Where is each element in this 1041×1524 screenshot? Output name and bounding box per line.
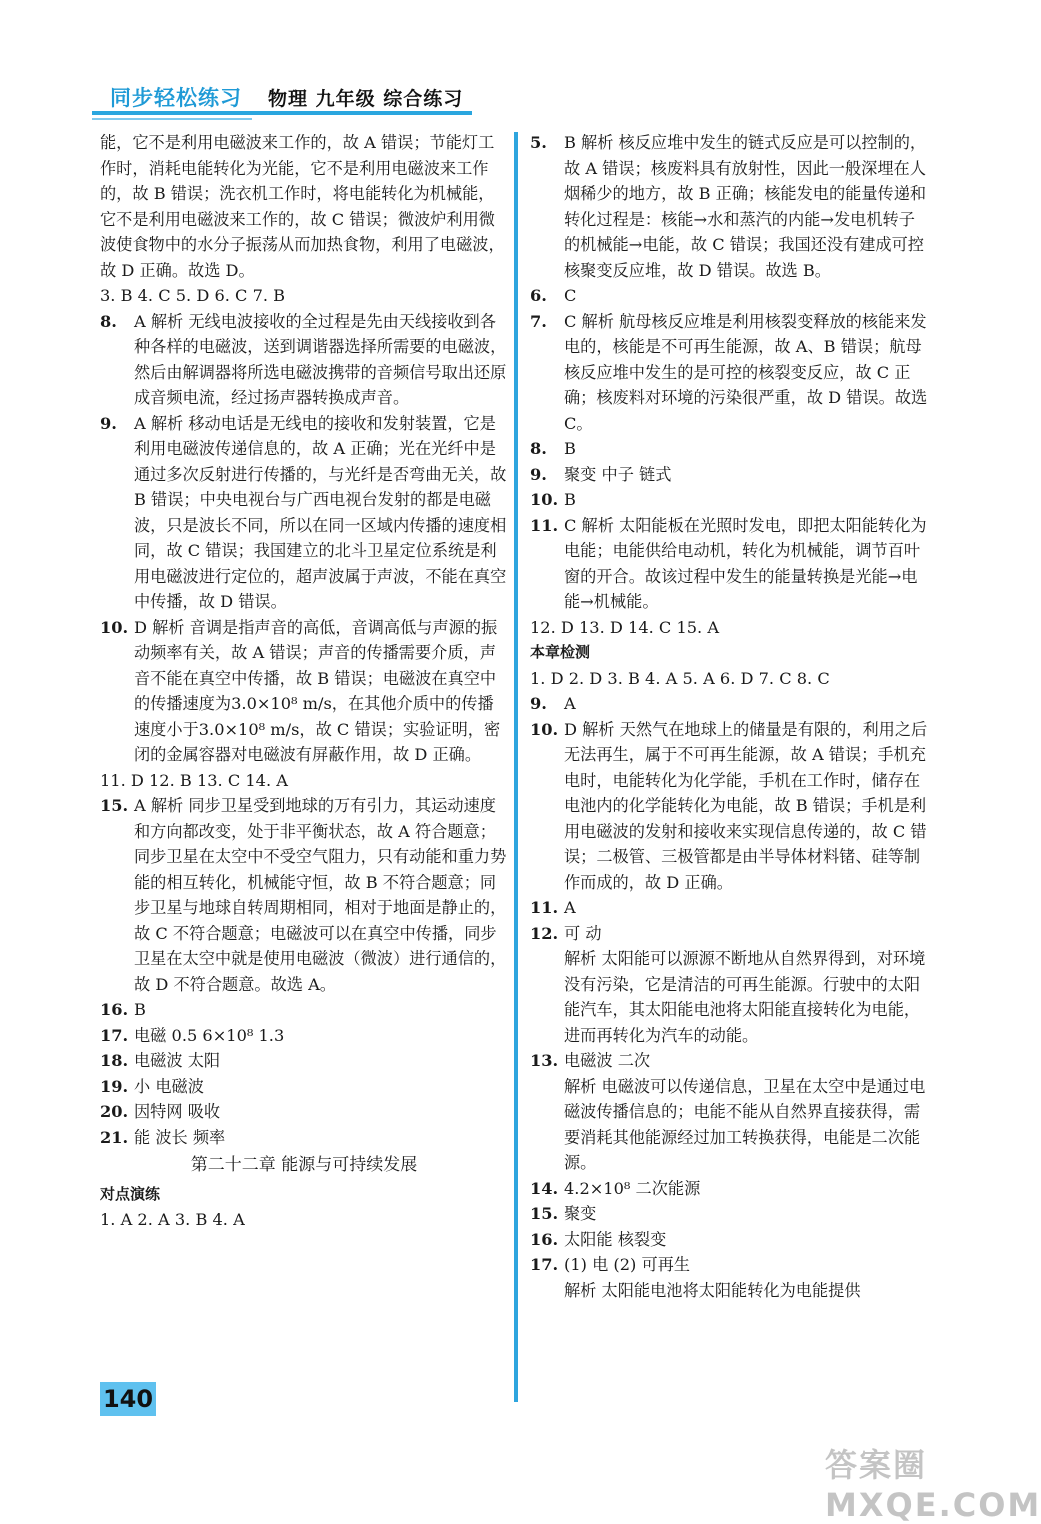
subject-title: 物理 九年级 综合练习	[268, 88, 464, 110]
answer-entry: 5. B 解析 核反应堆中发生的链式反应是可以控制的，故 A 错误；核废料具有放射性，因此一般深埋在人烟稀少的地方，故 B 正确；核能发电的能量传递和转化过程是：核能→水和蒸汽的内能→发电机转子的机械能→电能，故 C 错误；我国还没有建成可控核聚变反应堆，故 D 错误。故选 B。	[530, 133, 927, 280]
answer-entry: 12. 可 动	[530, 923, 602, 943]
left-column	[100, 130, 508, 1233]
answer-entry: 16. B	[100, 1000, 146, 1019]
page-number: 140	[100, 1382, 156, 1416]
answer-entry: 12. D 13. D 14. C 15. A	[530, 617, 720, 637]
answer-entry: 17. 电磁 0.5 6×10⁸ 1.3	[100, 1025, 285, 1045]
answer-entry: 10. D 解析 天然气在地球上的储量是有限的，利用之后无法再生，属于不可再生能源，故 A 错误；手机充电时，电能转化为化学能，手机在工作时，储存在电池内的化学能转化为电能，故 B 错误；手机是利用电磁波的发射和接收来实现信息传递的，故 C 错误；二极管、三极管都是由半导体材料锗、硅等制作而成的，故 D 正确。	[530, 719, 928, 892]
answer-entry: 10. B	[530, 490, 576, 509]
answer-entry: 15. A 解析 同步卫星受到地球的万有引力，其运动速度和方向都改变，处于非平衡状态，故 A 符合题意；同步卫星在太空中不受空气阻力，只有动能和重力势能的相互转化，机械能守恒，故 B 不符合题意；同步卫星与地球自转周期相同，相对于地面是静止的，故 C 不符合题意；电磁波可以在真空中传播，同步卫星在太空中就是使用电磁波（微波）进行通信的，故 D 不符合题意。故选 A。	[100, 796, 507, 994]
series-title: 同步轻松练习	[110, 86, 242, 110]
answer-entry: 9. A 解析 移动电话是无线电的接收和发射装置，它是利用电磁波传递信息的，故 A 正确；光在光纤中是通过多次反射进行传播的，与光纤是否弯曲无关，故 B 错误；中央电视台与广西电视台发射的都是电磁波，只是波长不同，所以在同一区域内传播的速度相同，故 C 错误；我国建立的北斗卫星定位系统是利用电磁波进行定位的，超声波属于声波，不能在真空中传播，故 D 错误。	[100, 413, 507, 611]
answer-entry: 16. 太阳能 核裂变	[530, 1229, 667, 1249]
answer-entry: 解析 电磁波可以传递信息，卫星在太空中是通过电磁波传播信息的；电能不能从自然界直接获得，需要消耗其他能源经过加工转换获得，电能是二次能源。	[564, 1076, 926, 1172]
answer-entry: 8. B	[530, 439, 576, 458]
answer-entry: 7. C 解析 航母核反应堆是利用核裂变释放的核能来发电的，核能是不可再生能源，故 A、B 错误；航母核反应堆中发生的是可控的核裂变反应，故 C 正确；核废料对环境的污染很严重，故 D 错误。故选 C。	[530, 311, 928, 433]
section-heading: 对点演练	[100, 1184, 161, 1203]
section-heading: 本章检测	[530, 643, 591, 661]
answer-entry: 11. A	[530, 898, 576, 917]
answer-entry: 解析 太阳能可以源源不断地从自然界得到，对环境没有污染，它是清洁的可再生能源。行驶中的太阳能汽车，其太阳能电池将太阳能直接转化为电能，进而再转化为汽车的动能。	[564, 949, 926, 1045]
header-rule	[92, 111, 472, 115]
answer-entry: 1. A 2. A 3. B 4. A	[100, 1210, 245, 1229]
answer-entry: 11. D 12. B 13. C 14. A	[100, 770, 288, 790]
page-header	[0, 0, 1000, 130]
answer-entry: 21. 能 波长 频率	[100, 1127, 226, 1147]
right-column	[530, 130, 930, 1303]
watermark: 答案圈 MXQE.COM	[825, 1446, 1041, 1524]
chapter-heading: 第二十二章 能源与可持续发展	[190, 1155, 418, 1175]
answer-entry: 20. 因特网 吸收	[100, 1102, 221, 1121]
answer-entry: 14. 4.2×10⁸ 二次能源	[530, 1178, 701, 1198]
answer-entry: 1. D 2. D 3. B 4. A 5. A 6. D 7. C 8. C	[530, 668, 830, 688]
header-rule-thin	[92, 118, 252, 120]
answer-entry: 6. C	[530, 286, 577, 305]
answer-entry: 17. (1) 电 (2) 可再生	[530, 1255, 691, 1274]
answer-entry: 能，它不是利用电磁波来工作的，故 A 错误；节能灯工作时，消耗电能转化为光能，它不是利用电磁波来工作的，故 B 错误；洗衣机工作时，将电能转化为机械能，它不是利用电磁波来工作的，故 C 错误；微波炉利用微波使食物中的水分子振荡从而加热食物，利用了电磁波，故 D 正确。故选 D。	[100, 133, 505, 280]
answer-entry: 9. 聚变 中子 链式	[530, 464, 672, 484]
answer-entry: 解析 太阳能电池将太阳能转化为电能提供	[564, 1280, 861, 1300]
column-divider	[514, 132, 518, 1402]
answer-entry: 18. 电磁波 太阳	[100, 1051, 221, 1070]
answer-entry: 19. 小 电磁波	[100, 1076, 204, 1096]
answer-entry: 9. A	[530, 694, 576, 713]
answer-entry: 10. D 解析 音调是指声音的高低，音调高低与声源的振动频率有关，故 A 错误；声音的传播需要介质，声音不能在真空中传播，故 B 错误；电磁波在真空中的传播速度为3.0×10⁸ m/s，在其他介质中的传播速度小于3.0×10⁸ m/s，故 C 错误；实验证明，密闭的金属容器对电磁波有屏蔽作用，故 D 正确。	[100, 617, 501, 764]
answer-entry: 3. B 4. C 5. D 6. C 7. B	[100, 286, 286, 305]
answer-entry: 8. A 解析 无线电波接收的全过程是先由天线接收到各种各样的电磁波，送到调谐器选择所需要的电磁波，然后由解调器将所选电磁波携带的音频信号取出还原成音频电流，经过扬声器转换成声音。	[100, 311, 507, 407]
answer-entry: 11. C 解析 太阳能板在光照时发电，即把太阳能转化为电能；电能供给电动机，转化为机械能，调节百叶窗的开合。故该过程中发生的能量转换是光能→电能→机械能。	[530, 515, 927, 611]
answer-entry: 13. 电磁波 二次	[530, 1051, 651, 1070]
answer-entry: 15. 聚变	[530, 1204, 597, 1223]
